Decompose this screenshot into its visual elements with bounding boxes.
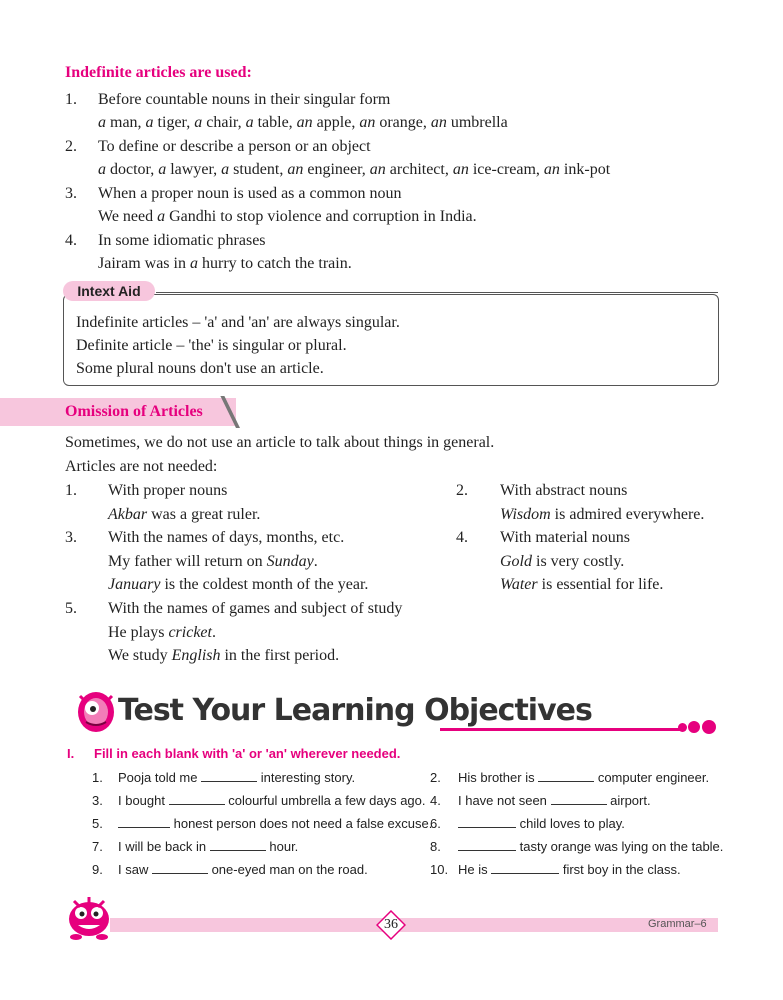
omission-line xyxy=(108,574,368,596)
question-number: 9. xyxy=(92,862,103,877)
text-run: orange, xyxy=(375,114,431,131)
text-run: Sunday xyxy=(266,552,314,570)
question-after: airport. xyxy=(606,793,651,808)
omission-number: 3. xyxy=(65,529,77,546)
answer-blank[interactable] xyxy=(201,769,257,782)
indefinite-heading: Indefinite articles are used: xyxy=(65,64,252,81)
text-run: a xyxy=(98,114,106,131)
text-run: engineer, xyxy=(303,161,370,178)
tylo-dot-3 xyxy=(702,720,716,734)
question-after: child loves to play. xyxy=(516,816,625,831)
tylo-dot-1 xyxy=(678,723,687,732)
question-number: 10. xyxy=(430,862,449,877)
omission-number: 4. xyxy=(456,529,468,546)
question-number: 5. xyxy=(92,816,103,831)
text-run: . xyxy=(313,552,318,570)
omission-line xyxy=(500,527,630,549)
text-run: With the names of games and subject of study xyxy=(108,600,403,617)
text-run: My father will return on xyxy=(108,552,267,570)
text-run: an xyxy=(359,114,376,131)
text-run: in the first period. xyxy=(220,647,340,664)
text-run: Jairam was in xyxy=(98,255,190,272)
question-text xyxy=(458,815,625,833)
text-run: Wisdom xyxy=(500,505,551,523)
omission-line xyxy=(108,551,318,573)
question-before: I saw xyxy=(118,862,152,877)
question-number: 8. xyxy=(430,839,441,854)
question-number: 6. xyxy=(430,816,441,831)
answer-blank[interactable] xyxy=(152,861,208,874)
tylo-title: Test Your Learning Objectives xyxy=(118,693,592,728)
tylo-dot-2 xyxy=(688,721,700,733)
text-run: umbrella xyxy=(446,114,508,131)
question-text xyxy=(118,838,298,856)
question-text xyxy=(458,792,651,810)
question-number: 1. xyxy=(92,770,103,785)
text-run: student, xyxy=(229,161,288,178)
text-run: is essential for life. xyxy=(537,576,664,593)
omission-line xyxy=(108,504,260,526)
question-after: tasty orange was lying on the table. xyxy=(516,839,724,854)
text-run: We study xyxy=(108,647,172,664)
text-run: was a great ruler. xyxy=(147,505,261,523)
question-number: 2. xyxy=(430,770,441,785)
text-run: Water xyxy=(500,576,538,593)
omission-line xyxy=(108,622,216,644)
text-run: ink-pot xyxy=(559,161,611,178)
footer-bar xyxy=(110,918,718,932)
book-name: Grammar–6 xyxy=(648,918,707,930)
text-run: a xyxy=(245,114,254,131)
aid-line-1: Indefinite articles – 'a' and 'an' are always singular. xyxy=(76,314,400,331)
question-before: I bought xyxy=(118,793,169,808)
omission-heading: Omission of Articles xyxy=(65,403,203,420)
question-before: He is xyxy=(458,862,492,877)
text-run: a xyxy=(221,161,230,178)
text-run: an xyxy=(543,161,560,178)
omission-line xyxy=(108,527,344,549)
answer-blank[interactable] xyxy=(551,792,607,805)
text-run: . xyxy=(211,623,216,641)
question-text xyxy=(118,861,368,879)
text-run: a xyxy=(98,161,106,178)
omission-intro-1: Sometimes, we do not use an article to talk about things in general. xyxy=(65,434,495,451)
answer-blank[interactable] xyxy=(118,815,170,828)
example-text xyxy=(98,253,352,275)
omission-line xyxy=(500,574,663,596)
omission-line xyxy=(500,504,704,526)
intext-aid-tab: Intext Aid xyxy=(63,281,155,301)
text-run: a xyxy=(189,255,198,272)
answer-blank[interactable] xyxy=(491,861,559,874)
tylo-underline xyxy=(440,728,680,731)
question-text xyxy=(118,792,426,810)
question-before: His brother is xyxy=(458,770,539,785)
item-number: 4. xyxy=(65,232,77,249)
item-number: 2. xyxy=(65,138,77,155)
question-before: Pooja told me xyxy=(118,770,202,785)
example-text xyxy=(98,159,610,181)
text-run: With proper nouns xyxy=(108,482,228,499)
exercise-instruction: Fill in each blank with 'a' or 'an' wherever needed. xyxy=(94,746,401,761)
question-text xyxy=(118,815,432,833)
aid-top-line xyxy=(156,292,718,293)
answer-blank[interactable] xyxy=(458,838,516,851)
omission-line xyxy=(108,598,402,620)
question-before: I will be back in xyxy=(118,839,210,854)
text-run: a xyxy=(158,161,167,178)
question-after: one-eyed man on the road. xyxy=(207,862,368,877)
text-run: We need xyxy=(98,208,158,225)
question-after: colourful umbrella a few days ago. xyxy=(224,793,426,808)
aid-line-3: Some plural nouns don't use an article. xyxy=(76,360,324,377)
text-run: With the names of days, months, etc. xyxy=(108,529,345,546)
text-run: an xyxy=(430,114,447,131)
text-run: a xyxy=(194,114,203,131)
text-run: an xyxy=(452,161,469,178)
question-after: honest person does not need a false excuse. xyxy=(170,816,433,831)
text-run: an xyxy=(369,161,386,178)
rule-text: Before countable nouns in their singular form xyxy=(98,91,391,108)
exercise-section-number: I. xyxy=(67,746,75,761)
text-run: architect, xyxy=(385,161,453,178)
omission-number: 2. xyxy=(456,482,468,499)
text-run: an xyxy=(296,114,313,131)
omission-number: 5. xyxy=(65,600,77,617)
question-text xyxy=(458,838,723,856)
monster-mascot-icon xyxy=(72,686,120,736)
question-number: 7. xyxy=(92,839,103,854)
text-run: man, xyxy=(106,114,146,131)
text-run: apple, xyxy=(312,114,360,131)
omission-intro-2: Articles are not needed: xyxy=(65,458,218,475)
text-run: Gold xyxy=(500,552,532,570)
text-run: chair, xyxy=(202,114,246,131)
text-run: tiger, xyxy=(153,114,195,131)
text-run: January xyxy=(108,576,161,593)
question-after: interesting story. xyxy=(257,770,356,785)
rule-text: To define or describe a person or an object xyxy=(98,138,371,155)
answer-blank[interactable] xyxy=(169,792,225,805)
footer-monster-icon xyxy=(62,893,116,941)
question-number: 4. xyxy=(430,793,441,808)
text-run: lawyer, xyxy=(166,161,222,178)
item-number: 3. xyxy=(65,185,77,202)
text-run: a xyxy=(157,208,166,225)
text-run: is admired everywhere. xyxy=(550,505,705,523)
omission-number: 1. xyxy=(65,482,77,499)
omission-line xyxy=(108,480,227,502)
text-run: doctor, xyxy=(106,161,159,178)
answer-blank[interactable] xyxy=(458,815,516,828)
text-run: Akbar xyxy=(108,505,148,523)
omission-line xyxy=(500,480,627,502)
answer-blank[interactable] xyxy=(538,769,594,782)
item-number: 1. xyxy=(65,91,77,108)
text-run: With material nouns xyxy=(500,529,630,546)
text-run: With abstract nouns xyxy=(500,482,628,499)
omission-line xyxy=(108,645,339,667)
text-run: cricket xyxy=(168,623,212,641)
question-text xyxy=(118,769,355,787)
text-run: English xyxy=(171,647,221,664)
text-run: is the coldest month of the year. xyxy=(160,576,369,593)
answer-blank[interactable] xyxy=(210,838,266,851)
question-before: I have not seen xyxy=(458,793,551,808)
text-run: is very costly. xyxy=(532,552,625,570)
text-run: Gandhi to stop violence and corruption in India. xyxy=(165,208,477,225)
question-after: computer engineer. xyxy=(594,770,710,785)
example-text xyxy=(98,206,477,228)
text-run: table, xyxy=(253,114,297,131)
aid-line-2: Definite article – 'the' is singular or plural. xyxy=(76,337,347,354)
question-text xyxy=(458,769,709,787)
example-text xyxy=(98,112,508,134)
text-run: ice-cream, xyxy=(468,161,544,178)
text-run: hurry to catch the train. xyxy=(197,255,352,272)
rule-text: When a proper noun is used as a common noun xyxy=(98,185,402,202)
question-after: hour. xyxy=(265,839,299,854)
text-run: an xyxy=(287,161,304,178)
question-after: first boy in the class. xyxy=(559,862,681,877)
page-number: 36 xyxy=(384,917,398,932)
omission-line xyxy=(500,551,624,573)
question-number: 3. xyxy=(92,793,103,808)
text-run: He plays xyxy=(108,623,169,641)
rule-text: In some idiomatic phrases xyxy=(98,232,266,249)
question-text xyxy=(458,861,681,879)
text-run: a xyxy=(145,114,154,131)
